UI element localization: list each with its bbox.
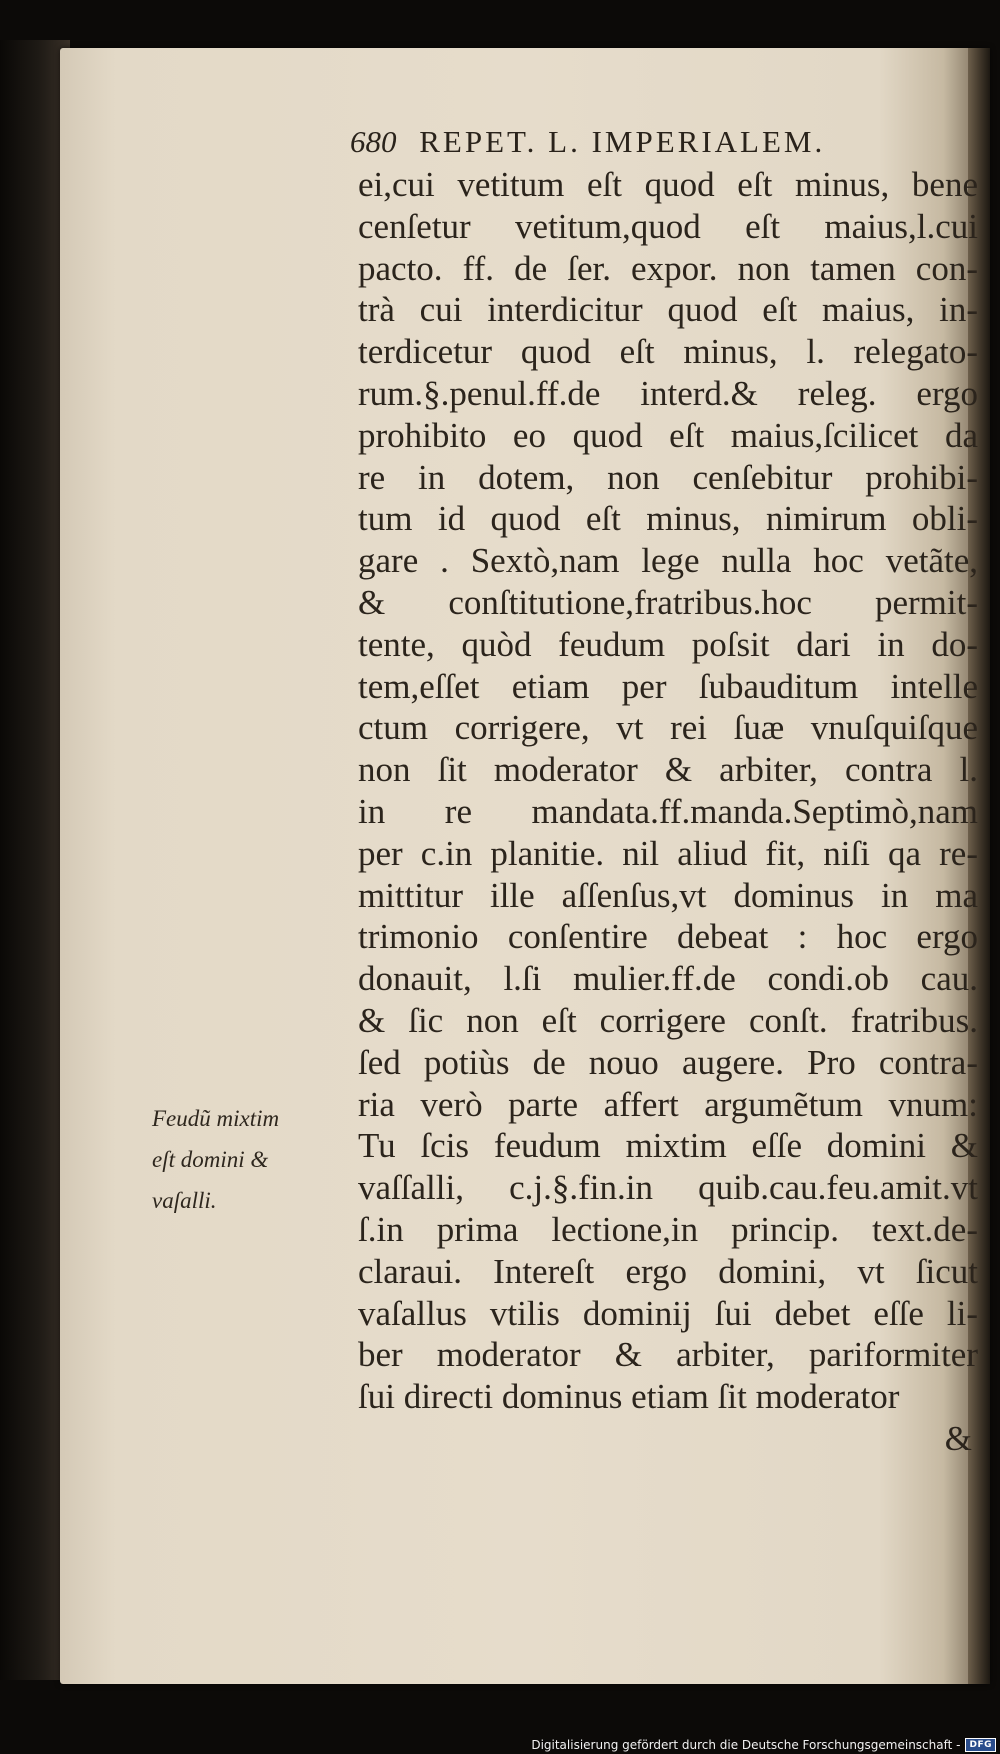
text-line: vaſſalli, c.j.§.fin.in quib.cau.feu.amit.vt	[358, 1168, 978, 1208]
running-header	[350, 124, 825, 160]
text-line: vaſallus vtilis dominij ſui debet eſſe li-	[358, 1293, 978, 1333]
text-line: gare . Sextò,nam lege nulla hoc vetãte,	[358, 541, 978, 581]
text-line: tum id quod eſt minus, nimirum obli-	[358, 499, 978, 539]
running-title: REPET. L. IMPERIALEM.	[419, 124, 826, 159]
text-line: pacto. ff. de ſer. expor. non tamen con-	[358, 248, 978, 288]
text-line: & conſtitutione,fratribus.hoc permit-	[358, 582, 978, 622]
text-line: ria verò parte affert argumẽtum vnum:	[358, 1084, 978, 1124]
text-line: non ſit moderator & arbiter, contra l.	[358, 750, 978, 790]
text-line: ſui directi dominus etiam ſit moderator	[358, 1377, 900, 1417]
marginal-note-line: vaſalli.	[152, 1188, 217, 1213]
marginal-note-line: eſt domini &	[152, 1147, 269, 1172]
text-line: ber moderator & arbiter, pariformiter	[358, 1335, 978, 1375]
marginal-note	[152, 1098, 347, 1221]
text-line: mittitur ille aſſenſus,vt dominus in ma	[358, 875, 978, 915]
text-line: re in dotem, non cenſebitur prohibi-	[358, 457, 978, 497]
catchword: &	[944, 1418, 972, 1458]
text-line: ſed potiùs de nouo augere. Pro contra-	[358, 1042, 978, 1082]
text-line: tente, quòd feudum poſsit dari in do-	[358, 624, 978, 664]
text-line: donauit, l.ſi mulier.ff.de condi.ob cau.	[358, 959, 978, 999]
text-line: per c.in planitie. nil aliud fit, niſi qa re-	[358, 833, 978, 873]
text-line: tem,eſſet etiam per ſubauditum intelle	[358, 666, 978, 706]
text-line: ſ.in prima lectione,in princip. text.de-	[358, 1209, 978, 1249]
text-line: ei,cui vetitum eſt quod eſt minus, bene	[358, 165, 978, 204]
text-line: claraui. Intereſt ergo domini, vt ſicut	[358, 1251, 978, 1291]
body-text-block	[358, 164, 978, 1460]
text-line: terdicetur quod eſt minus, l. relegato-	[358, 332, 978, 372]
dfg-logo: DFG	[965, 1738, 996, 1752]
digitization-credit	[531, 1738, 996, 1752]
text-line: rum.§.penul.ff.de interd.& releg. ergo	[358, 373, 978, 413]
text-line: trimonio conſentire debeat : hoc ergo	[358, 917, 978, 957]
text-line: Tu ſcis feudum mixtim eſſe domini &	[358, 1126, 978, 1166]
text-line: ctum corrigere, vt rei ſuæ vnuſquiſque	[358, 708, 978, 748]
page-number: 680	[350, 124, 397, 159]
marginal-note-line: Feudũ mixtim	[152, 1106, 280, 1131]
text-line: cenſetur vetitum,quod eſt maius,l.cui	[358, 206, 978, 246]
text-line: in re mandata.ff.manda.Septimò,nam	[358, 791, 978, 831]
credit-text: Digitalisierung gefördert durch die Deutsche Forschungsgemeinschaft -	[531, 1738, 961, 1752]
text-line: & ſic non eſt corrigere conſt. fratribus.	[358, 1000, 978, 1040]
text-line: trà cui interdicitur quod eſt maius, in-	[358, 290, 978, 330]
text-line: prohibito eo quod eſt maius,ſcilicet da	[358, 415, 978, 455]
